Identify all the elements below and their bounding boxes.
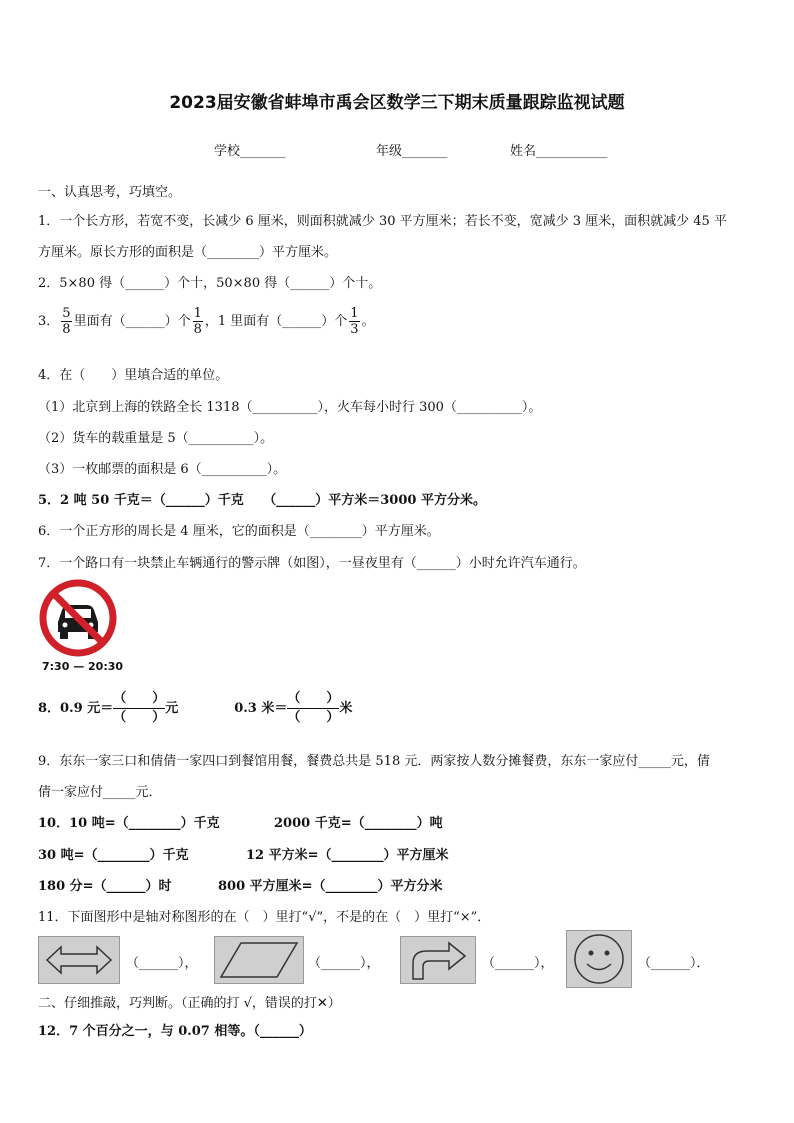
question-4-2: （2）货车的载重量是 5（__________）。: [38, 431, 274, 446]
question-9-line-2: 倩一家应付_____元．: [38, 785, 162, 800]
q11-blank-3[interactable]: （______），: [482, 956, 554, 971]
sign-time-range: 7:30 — 20:30: [42, 660, 124, 673]
section-1-heading: 一、认真思考，巧填空。: [38, 185, 182, 200]
question-10-f: 800 平方厘米=（________）平方分米: [218, 879, 443, 894]
fraction-blank-meter[interactable]: $\frac{( )}{( )}$: [287, 691, 340, 725]
question-10-a: 10．10 吨=（________）千克: [38, 816, 220, 831]
school-field[interactable]: 学校_______: [214, 144, 286, 159]
section-2-heading: 二、仔细推敲，巧判断。（正确的打 √，错误的打✕）: [38, 996, 341, 1011]
no-cars-sign-icon: [38, 578, 118, 658]
fraction-1-3: $\frac{1}{3}$: [350, 306, 359, 337]
double-arrow-figure-icon: [38, 936, 120, 984]
question-1-line-2: 方厘米。原长方形的面积是（________）平方厘米。: [38, 245, 338, 260]
question-5: 5．2 吨 50 千克＝（______）千克 （______）平方米＝3000 平方分米。: [38, 493, 486, 508]
grade-field[interactable]: 年级_______: [376, 144, 448, 159]
q3-prefix: 3．: [38, 314, 60, 329]
question-4-1: （1）北京到上海的铁路全长 1318（__________），火车每小时行 300（__________）。: [38, 400, 542, 415]
question-4-3: （3）一枚邮票的面积是 6（__________）。: [38, 462, 287, 477]
parallelogram-figure-icon: [214, 936, 304, 984]
q3-mid-2: ，1 里面有（______）个: [204, 314, 348, 329]
q11-blank-2[interactable]: （______），: [308, 956, 380, 971]
q3-suffix: 。: [361, 314, 375, 329]
fraction-5-8: $\frac{5}{8}$: [62, 306, 71, 337]
q3-mid-1: 里面有（______）个: [73, 314, 191, 329]
question-10-d: 12 平方米=（________）平方厘米: [246, 848, 449, 863]
name-field[interactable]: 姓名___________: [510, 144, 608, 159]
question-12: 12．7 个百分之一，与 0.07 相等。（______）: [38, 1024, 312, 1039]
question-10-c: 30 吨=（________）千克: [38, 848, 189, 863]
question-11: 11．下面图形中是轴对称图形的在（ ）里打“√”，不是的在（ ）里打“×”．: [38, 910, 491, 925]
question-4: 4．在（ ）里填合适的单位。: [38, 368, 229, 383]
smiley-face-figure-icon: [566, 930, 632, 988]
question-9-line-1: 9．东东一家三口和倩倩一家四口到餐馆用餐，餐费总共是 518 元．两家按人数分摊餐费，东东一家应付_____元，倩: [38, 754, 710, 769]
q11-blank-4[interactable]: （______）．: [638, 956, 710, 971]
turn-arrow-figure-icon: [400, 936, 476, 984]
q11-blank-1[interactable]: （______），: [126, 956, 198, 971]
question-6: 6．一个正方形的周长是 4 厘米，它的面积是（________）平方厘米。: [38, 524, 440, 539]
question-3: [38, 306, 375, 337]
question-7: 7．一个路口有一块禁止车辆通行的警示牌（如图），一昼夜里有（______）小时允许汽车通行。: [38, 556, 586, 571]
question-2: 2．5×80 得（______）个十，50×80 得（______）个十。: [38, 276, 382, 291]
fraction-blank-yuan[interactable]: $\frac{( )}{( )}$: [113, 691, 166, 725]
fraction-1-8: $\frac{1}{8}$: [193, 306, 202, 337]
question-8: 8．0.9 元＝ $\frac{( )}{( )}$ 元 0.3 米＝ $\frac{( )}{( )}$ 米: [38, 691, 353, 725]
page-title: 2023届安徽省蚌埠市禹会区数学三下期末质量跟踪监视试题: [169, 93, 625, 113]
question-10-e: 180 分=（______）时: [38, 879, 172, 894]
question-1-line-1: 1．一个长方形，若宽不变，长减少 6 厘米，则面积就减少 30 平方厘米；若长不变，宽减少 3 厘米，面积就减少 45 平: [38, 214, 727, 229]
question-10-b: 2000 千克=（________）吨: [274, 816, 443, 831]
